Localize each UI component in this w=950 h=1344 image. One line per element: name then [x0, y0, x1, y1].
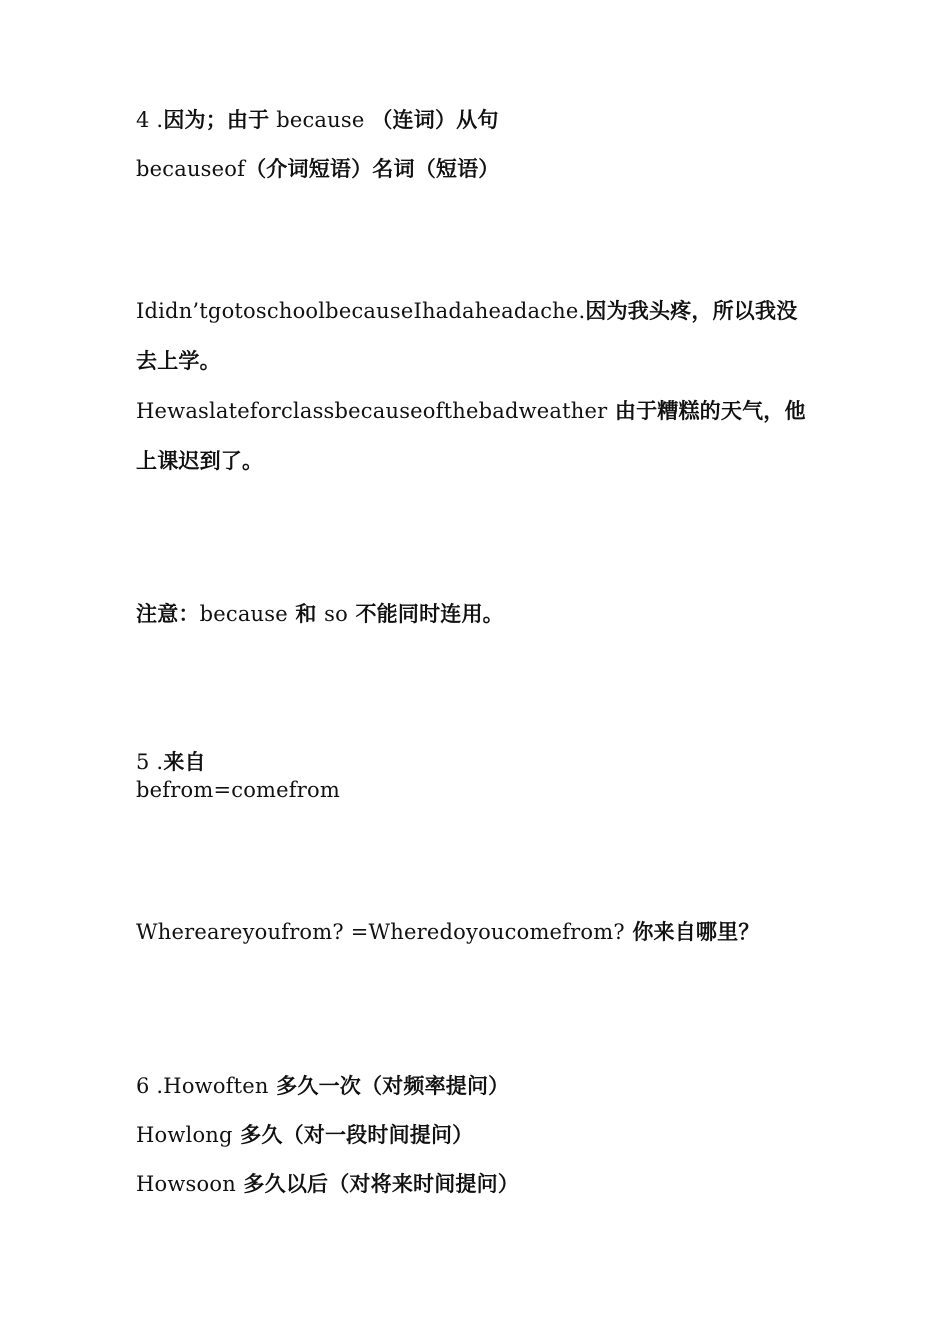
example-from-chinese: 你来自哪里？	[624, 920, 760, 944]
example-because-chinese: 因为我头疼，所以我没	[585, 299, 798, 323]
example-because-english: Ididn’tgotoschoolbecauseIhadaheadache.	[136, 299, 586, 323]
section5-number: 5 .	[136, 750, 164, 774]
how-soon-meaning: 多久以后（对将来时间提问）	[235, 1172, 520, 1196]
because-of-word: becauseof	[136, 157, 246, 181]
section5-phrase: befrom=comefrom	[136, 778, 340, 802]
section4-heading	[136, 106, 499, 134]
example-because-of-line	[136, 397, 806, 425]
how-often-meaning: 多久一次（对频率提问）	[268, 1074, 510, 1098]
example-because-continuation	[136, 347, 221, 375]
section4-because-word: because	[269, 108, 372, 132]
example-from-line	[136, 918, 760, 946]
how-long-line	[136, 1121, 473, 1149]
example-because-of-chinese-cont: 上课迟到了。	[136, 449, 264, 473]
note-because: because	[199, 602, 288, 626]
section5-phrase-line	[136, 776, 340, 804]
note-and: 和	[287, 602, 325, 626]
how-long-word: Howlong	[136, 1123, 233, 1147]
note-line	[136, 600, 504, 628]
example-because-line	[136, 297, 797, 325]
because-of-usage: （介词短语）名词（短语）	[245, 157, 500, 181]
section4-number: 4 .	[136, 108, 164, 132]
example-from-english: Whereareyoufrom? =Wheredoyoucomefrom?	[136, 920, 625, 944]
section4-because-of-line	[136, 155, 500, 183]
section6-heading	[136, 1072, 509, 1100]
section4-because-usage: （连词）从句	[371, 108, 499, 132]
section4-meaning: 因为；由于	[163, 108, 270, 132]
how-often-word: 6 .Howoften	[136, 1074, 269, 1098]
note-label: 注意：	[136, 602, 200, 626]
section5-meaning: 来自	[163, 750, 206, 774]
how-soon-word: Howsoon	[136, 1172, 236, 1196]
example-because-chinese-cont: 去上学。	[136, 349, 221, 373]
section5-heading	[136, 748, 206, 776]
note-rest: 不能同时连用。	[347, 602, 504, 626]
how-soon-line	[136, 1170, 519, 1198]
note-so: so	[324, 602, 348, 626]
example-because-of-continuation	[136, 447, 263, 475]
example-because-of-chinese: 由于糟糕的天气，他	[607, 399, 806, 423]
example-because-of-english: Hewaslateforclassbecauseofthebadweather	[136, 399, 608, 423]
how-long-meaning: 多久（对一段时间提问）	[232, 1123, 474, 1147]
